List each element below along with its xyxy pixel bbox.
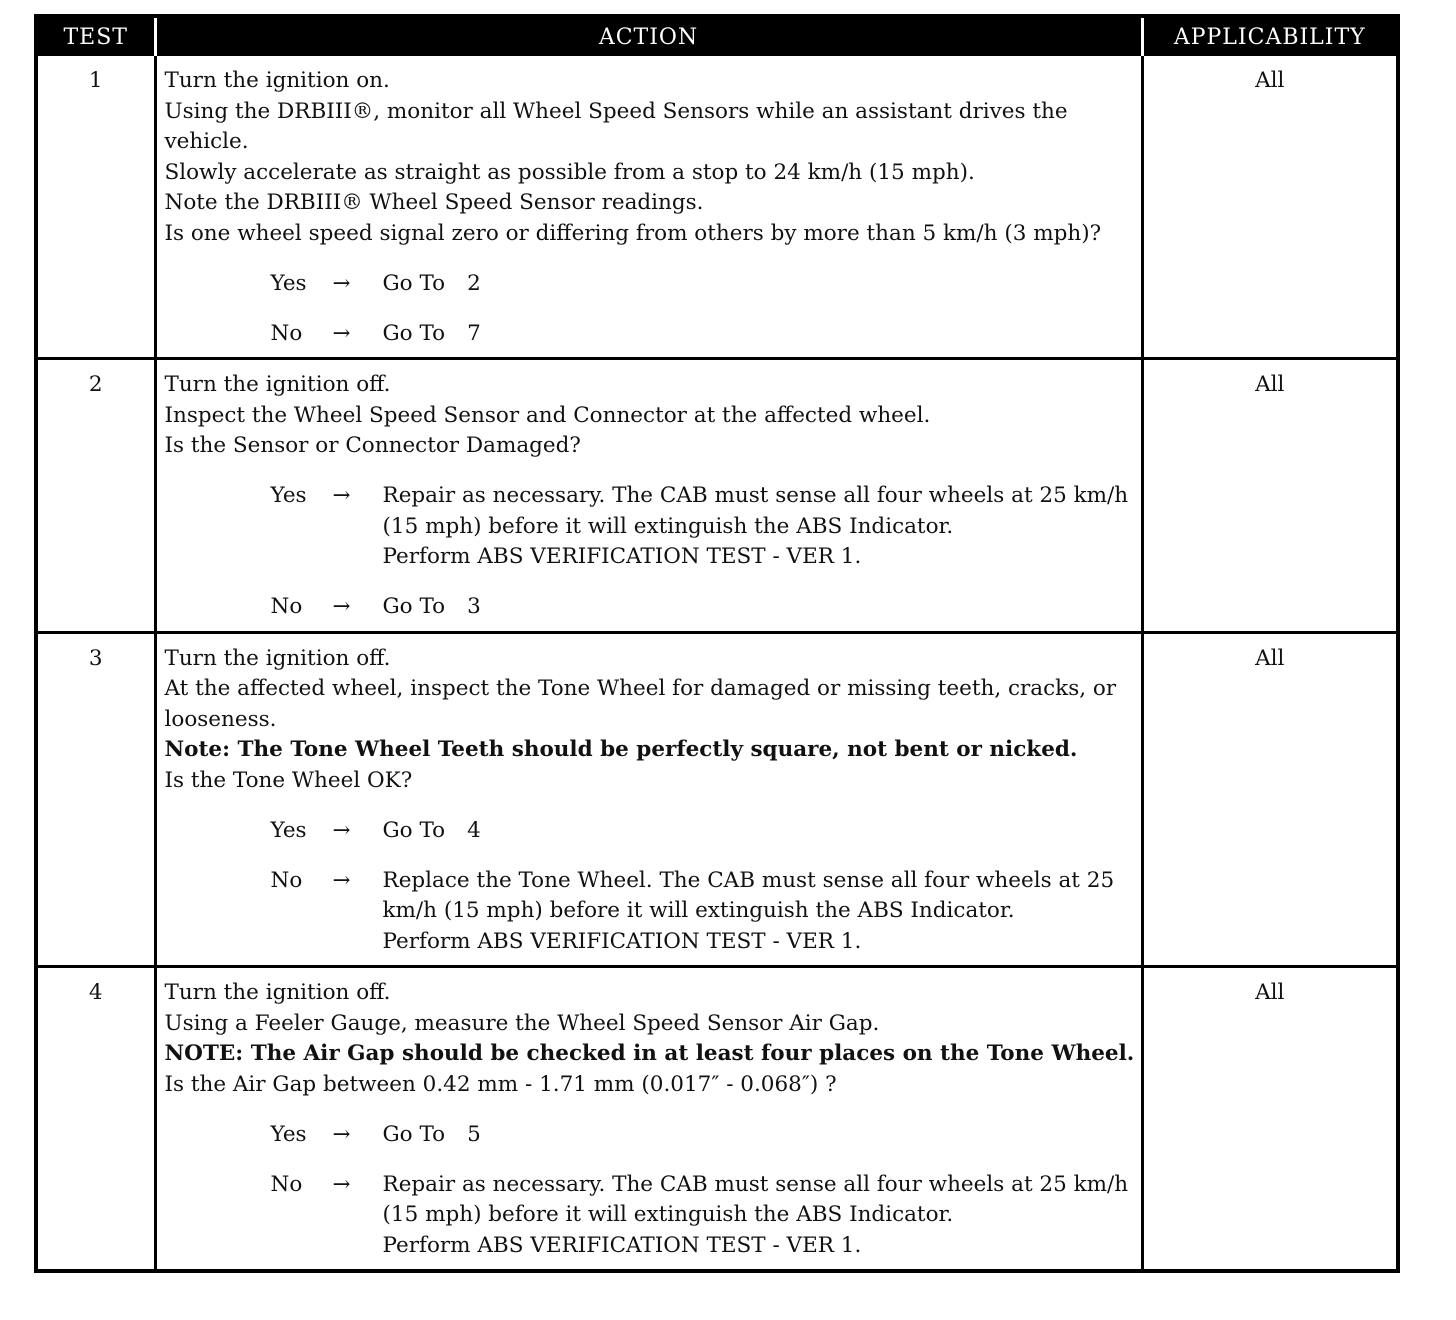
no-label: No xyxy=(270,594,303,619)
table-row xyxy=(36,632,1398,967)
no-branch xyxy=(271,1170,1135,1262)
applicability-value: All xyxy=(1142,967,1398,1272)
goto-text: Go To xyxy=(382,817,446,843)
action-line: Turn the ignition off. xyxy=(164,980,391,1005)
table-row xyxy=(36,359,1398,633)
note-text: NOTE: The Air Gap should be checked in at least four places on the Tone Wheel. xyxy=(164,1041,1135,1066)
branch-result xyxy=(383,481,1135,573)
goto-number: 5 xyxy=(467,1121,481,1147)
branch-result xyxy=(383,1170,1135,1262)
test-number: 1 xyxy=(88,68,103,93)
no-label: No xyxy=(270,1171,303,1197)
question-text: Is the Air Gap between 0.42 mm - 1.71 mm (0.017″ - 0.068″) ? xyxy=(164,1071,837,1097)
branch-result xyxy=(383,866,1135,958)
table-row xyxy=(36,56,1398,359)
action-cell xyxy=(155,632,1142,967)
branch-result xyxy=(383,816,1135,847)
no-branch xyxy=(271,319,1135,350)
action-line: Note the DRBIII® Wheel Speed Sensor readings. xyxy=(164,190,704,215)
action-line: Turn the ignition on. xyxy=(164,68,390,93)
yes-label: Yes xyxy=(270,1121,307,1147)
table-header-row xyxy=(36,16,1398,56)
yes-branch xyxy=(271,1120,1135,1151)
goto-text: Go To xyxy=(382,320,446,346)
goto-number: 2 xyxy=(467,270,481,296)
no-label: No xyxy=(270,320,303,346)
result-text: Perform ABS VERIFICATION TEST - VER 1. xyxy=(382,928,862,954)
action-line: Slowly accelerate as straight as possible from a stop to 24 km/h (15 mph). xyxy=(164,159,975,185)
action-line: Using a Feeler Gauge, measure the Wheel Speed Sensor Air Gap. xyxy=(164,1010,880,1036)
result-text: Replace the Tone Wheel. The CAB must sense all four wheels at 25 km/h (15 mph) before it will extinguish the ABS Indicator. xyxy=(382,867,1115,923)
result-text: Perform ABS VERIFICATION TEST - VER 1. xyxy=(382,1232,862,1258)
arrow-icon: → xyxy=(332,594,351,619)
note-text: Note: The Tone Wheel Teeth should be perfectly square, not bent or nicked. xyxy=(164,737,1078,762)
goto-text: Go To xyxy=(382,1121,446,1147)
test-number: 3 xyxy=(36,632,155,967)
branch-result xyxy=(383,592,1135,623)
no-label: No xyxy=(270,867,303,893)
action-line: Inspect the Wheel Speed Sensor and Connector at the affected wheel. xyxy=(164,402,931,428)
goto-text: Go To xyxy=(382,270,446,296)
goto-number: 4 xyxy=(467,817,481,843)
applicability-value: All xyxy=(1142,359,1398,633)
arrow-icon: → xyxy=(332,483,351,508)
goto-number: 7 xyxy=(467,320,481,346)
no-branch xyxy=(271,866,1135,958)
arrow-icon: → xyxy=(332,867,351,893)
diagnostic-test-table xyxy=(34,14,1400,1273)
arrow-icon: → xyxy=(332,1121,351,1147)
goto-number: 3 xyxy=(467,594,481,619)
action-line: Using the DRBIII®, monitor all Wheel Speed Sensors while an assistant drives the vehicle. xyxy=(164,98,1068,154)
arrow-icon: → xyxy=(332,1171,351,1197)
no-branch xyxy=(271,592,1135,623)
action-cell xyxy=(155,967,1142,1272)
yes-label: Yes xyxy=(270,817,307,843)
yes-branch xyxy=(271,816,1135,847)
arrow-icon: → xyxy=(332,817,351,843)
yes-label: Yes xyxy=(270,270,307,296)
header-action: ACTION xyxy=(155,16,1142,56)
action-line: Turn the ignition off. xyxy=(164,372,391,397)
branch-result xyxy=(383,269,1135,300)
goto-text: Go To xyxy=(382,594,446,619)
action-cell xyxy=(155,359,1142,633)
yes-label: Yes xyxy=(270,483,307,508)
action-line: Is one wheel speed signal zero or differing from others by more than 5 km/h (3 mph)? xyxy=(164,220,1102,246)
applicability-value: All xyxy=(1142,632,1398,967)
header-test: TEST xyxy=(36,16,155,56)
action-line: Turn the ignition off. xyxy=(164,645,391,671)
result-text: Perform ABS VERIFICATION TEST - VER 1. xyxy=(382,544,862,569)
branch-result xyxy=(383,1120,1135,1151)
action-cell xyxy=(155,56,1142,359)
branch-result xyxy=(383,319,1135,350)
yes-branch xyxy=(271,481,1135,573)
table-row xyxy=(36,967,1398,1272)
result-text: Repair as necessary. The CAB must sense all four wheels at 25 km/h (15 mph) before it will extinguish the ABS Indicator. xyxy=(382,1171,1129,1227)
applicability-value: All xyxy=(1142,56,1398,359)
test-number: 2 xyxy=(36,359,155,633)
result-text: Repair as necessary. The CAB must sense all four wheels at 25 km/h (15 mph) before it will extinguish the ABS Indicator. xyxy=(382,483,1129,539)
question-text: Is the Tone Wheel OK? xyxy=(164,767,413,793)
header-applicability: APPLICABILITY xyxy=(1142,16,1398,56)
arrow-icon: → xyxy=(332,270,351,296)
action-line: Is the Sensor or Connector Damaged? xyxy=(164,433,581,458)
action-line: At the affected wheel, inspect the Tone Wheel for damaged or missing teeth, cracks, or looseness. xyxy=(164,676,1117,732)
test-number: 4 xyxy=(36,967,155,1272)
yes-branch xyxy=(271,269,1135,300)
arrow-icon: → xyxy=(332,320,351,346)
